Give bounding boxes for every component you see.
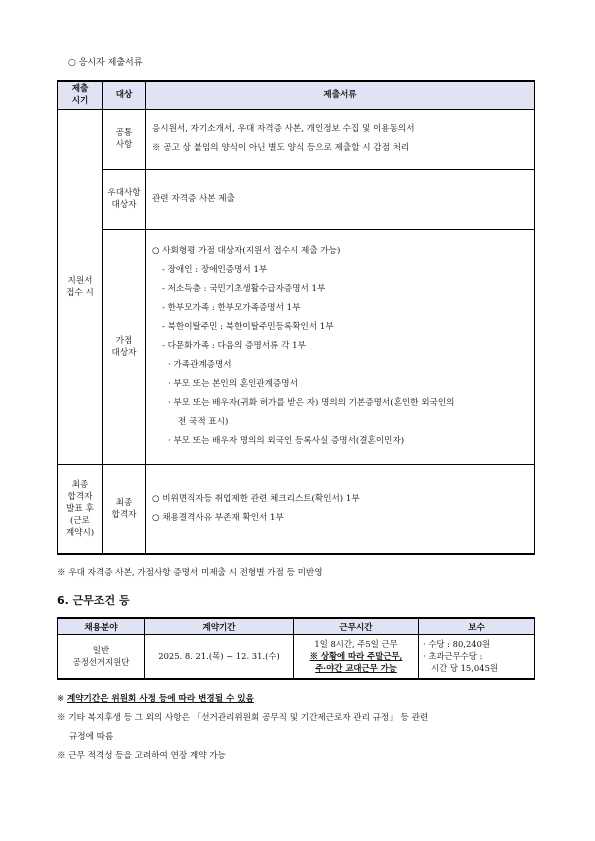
hours-line: 주·야간 교대근무 가능 bbox=[315, 663, 397, 674]
header-period: 제출 시기 bbox=[58, 81, 103, 109]
submission-docs-heading: ○ 응시자 제출서류 bbox=[68, 58, 143, 68]
header-target: 대상 bbox=[103, 81, 146, 109]
docs-line: ※ 공고 상 붙임의 양식이 아닌 별도 양식 등으로 제출할 시 감점 처리 bbox=[152, 143, 410, 153]
docs-final bbox=[146, 464, 535, 554]
target-preferred: 우대사항 대상자 bbox=[103, 169, 146, 229]
docs-line: - 저소득층 : 국민기초생활수급자증명서 1부 bbox=[162, 284, 326, 294]
hours-line: 1일 8시간, 주5일 근무 bbox=[314, 639, 398, 650]
docs-line: ○ 비위면직자등 취업제한 관련 체크리스트(확인서) 1부 bbox=[152, 493, 360, 504]
header-work-hours: 근무시간 bbox=[294, 618, 419, 635]
header-field: 채용분야 bbox=[58, 618, 145, 635]
cell-pay bbox=[419, 635, 535, 679]
note-contract-change: ※ 계약기간은 위원회 사정 등에 따라 변경될 수 있음 bbox=[57, 694, 254, 704]
docs-line: - 장애인 : 장애인증명서 1부 bbox=[162, 265, 268, 275]
hours-line: ※ 상황에 따라 주말근무, bbox=[309, 651, 403, 662]
docs-line: · 부모 또는 본인의 혼인관계증명서 bbox=[168, 379, 298, 389]
work-conditions-table bbox=[57, 617, 535, 680]
note-extension: ※ 근무 적격성 등을 고려하여 연장 계약 가능 bbox=[57, 751, 226, 761]
missing-docs-note: ※ 우대 자격증 사본, 가점사항 증명서 미제출 시 전형별 가점 등 미반영 bbox=[57, 568, 323, 578]
header-contract-period: 계약기간 bbox=[145, 618, 294, 635]
header-docs: 제출서류 bbox=[146, 81, 535, 109]
pay-line: · 초과근무수당 : bbox=[423, 651, 483, 662]
cell-work-hours bbox=[294, 635, 419, 679]
docs-line: · 부모 또는 배우자 명의의 외국인 등록사실 증명서(결혼이민자) bbox=[168, 436, 405, 446]
docs-line: - 다문화가족 : 다음의 증명서류 각 1부 bbox=[162, 341, 306, 351]
docs-line: 응시원서, 자기소개서, 우대 자격증 사본, 개인정보 수집 및 이용동의서 bbox=[152, 124, 415, 134]
section-6-title: 6. 근무조건 등 bbox=[57, 594, 130, 607]
docs-line: 전 국적 표시) bbox=[178, 417, 229, 427]
docs-preferred bbox=[146, 169, 535, 229]
note-welfare-cont: 규정에 따름 bbox=[69, 732, 114, 742]
period-final: 최종 합격자 발표 후 (근로 계약시) bbox=[58, 464, 103, 554]
docs-line: · 가족관계증명서 bbox=[168, 360, 232, 370]
cell-contract-period: 2025. 8. 21.(목) ~ 12. 31.(수) bbox=[145, 635, 294, 679]
work-conditions-notes bbox=[57, 690, 537, 766]
target-final: 최종 합격자 bbox=[103, 464, 146, 554]
cell-field: 일반 공정선거지원단 bbox=[58, 635, 145, 679]
docs-line: - 북한이탈주민 : 북한이탈주민등록확인서 1부 bbox=[162, 322, 334, 332]
docs-line: ○ 채용결격사유 부존재 확인서 1부 bbox=[152, 512, 284, 523]
target-common: 공통 사항 bbox=[103, 109, 146, 169]
pay-line: · 수당 : 80,240원 bbox=[423, 639, 491, 650]
note-welfare: ※ 기타 복지후생 등 그 외의 사항은 「선거관리위원회 공무직 및 기간제근로자 관리 규정」 등 관련 bbox=[57, 713, 429, 723]
docs-line: - 한부모가족 : 한부모가족증명서 1부 bbox=[162, 303, 301, 313]
submission-docs-table bbox=[57, 80, 535, 555]
docs-common bbox=[146, 109, 535, 169]
docs-line: ○ 사회형평 가점 대상자(지원서 접수시 제출 가능) bbox=[152, 246, 341, 256]
docs-line: 관련 자격증 사본 제출 bbox=[152, 193, 235, 204]
period-application: 지원서 접수 시 bbox=[58, 109, 103, 464]
pay-line: 시간 당 15,045원 bbox=[431, 663, 498, 674]
target-bonus: 가점 대상자 bbox=[103, 229, 146, 464]
docs-line: · 부모 또는 배우자(귀화 허가를 받은 자) 명의의 기본증명서(혼인한 외국인의 bbox=[168, 398, 455, 408]
header-pay: 보수 bbox=[419, 618, 535, 635]
docs-bonus bbox=[146, 229, 535, 464]
